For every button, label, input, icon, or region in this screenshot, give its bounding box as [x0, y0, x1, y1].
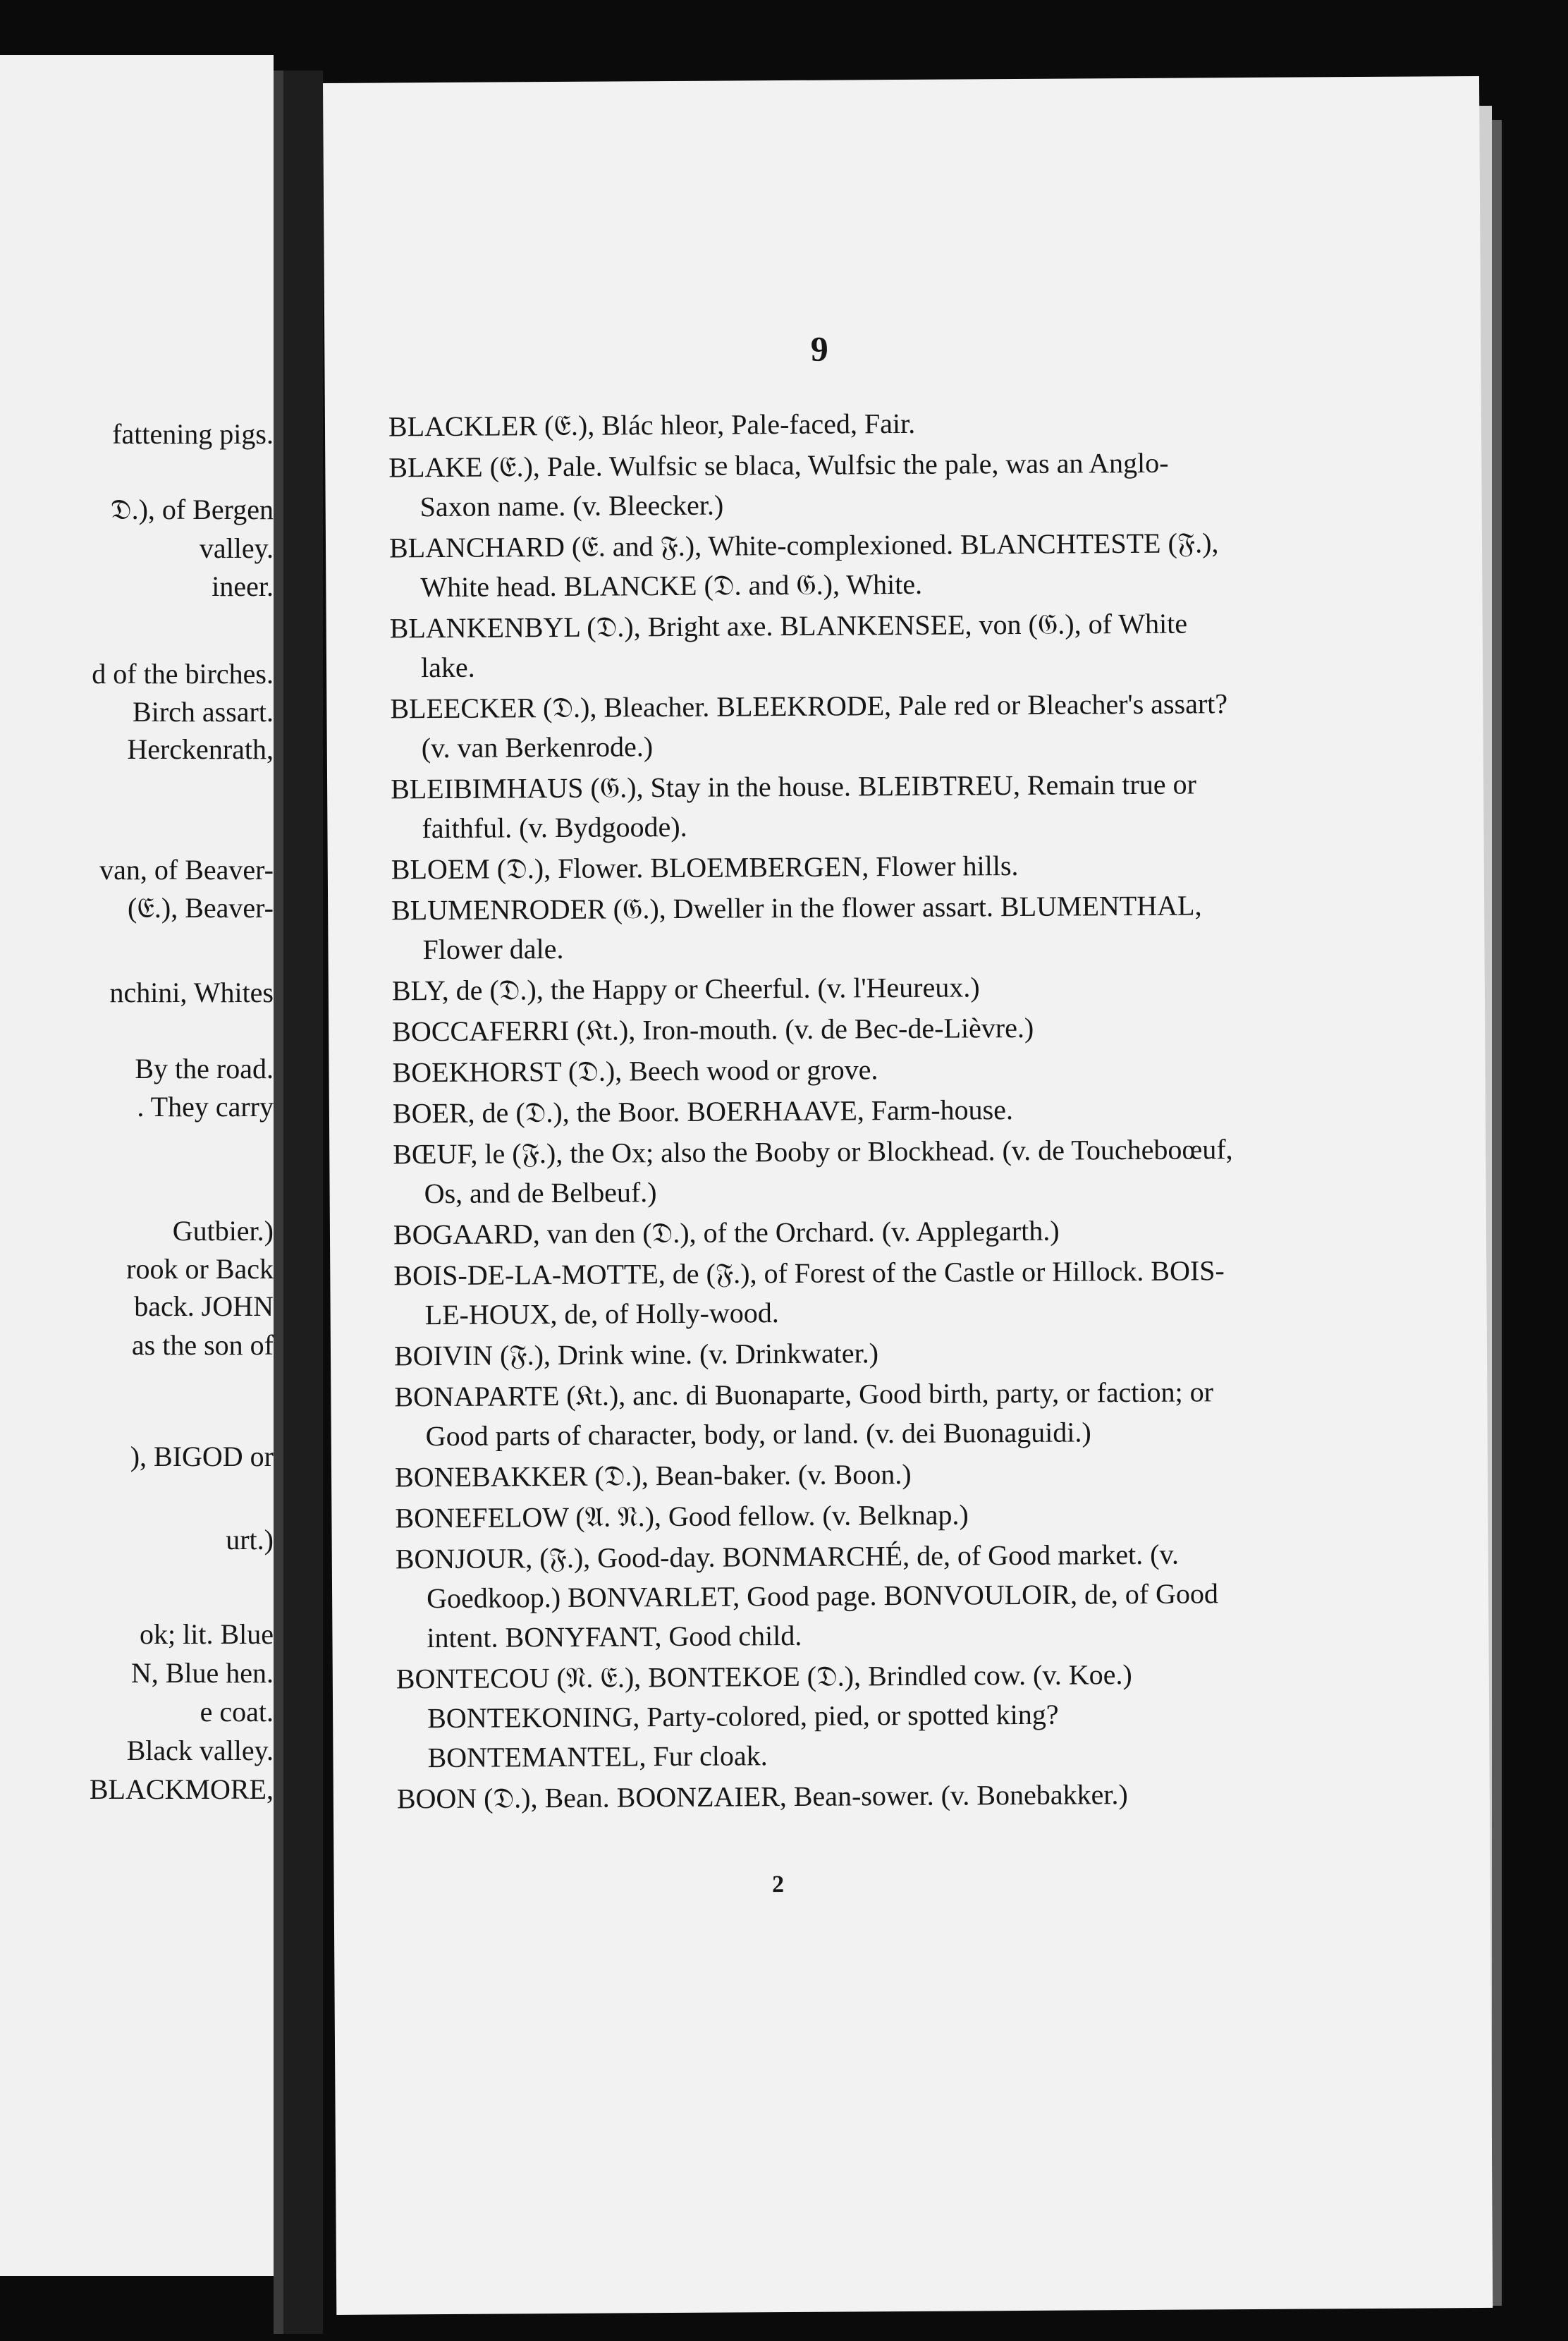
dictionary-entry: BOIS-DE-LA-MOTTE, de (𝔉.), of Forest of the Castle or Hillock. BOIS-LE-HOUX, de, of Holly-wood.	[393, 1254, 1225, 1331]
left-page-line: N, Blue hen.	[130, 1657, 274, 1689]
dictionary-entry: BŒUF, le (𝔉.), the Ox; also the Booby or Blockhead. (v. de Toucheboœuf, Os, and de Belbeuf.)	[393, 1133, 1233, 1210]
left-page-line: valley.	[199, 532, 274, 564]
dictionary-entry: BONAPARTE (𝔎t.), anc. di Buonaparte, Good birth, party, or faction; or Good parts of character, body, or land. (v. dei Buonaguidi.)	[394, 1376, 1214, 1453]
left-page-line: ), BIGOD or	[130, 1441, 274, 1472]
dictionary-entry: BLUMENRODER (𝔊.), Dweller in the flower assart. BLUMENTHAL, Flower dale.	[391, 889, 1202, 966]
left-page-line: e coat.	[200, 1696, 274, 1728]
dictionary-entry: BONEFELOW (𝔄. 𝔑.), Good fellow. (v. Belknap.)	[395, 1498, 969, 1534]
dictionary-entry: BONEBAKKER (𝔇.), Bean-baker. (v. Boon.)	[394, 1457, 912, 1493]
left-page-line: fattening pigs.	[112, 418, 274, 450]
main-page	[323, 76, 1493, 2315]
left-page-line: back. JOHN	[134, 1290, 274, 1322]
dictionary-entry: BOON (𝔇.), Bean. BOONZAIER, Bean-sower. (v. Bonebakker.)	[396, 1778, 1128, 1815]
dictionary-entry: BOCCAFERRI (𝔎t.), Iron-mouth. (v. de Bec-de-Lièvre.)	[392, 1011, 1034, 1048]
dictionary-entry: BLANCHARD (𝔈. and 𝔉.), White-complexioned. BLANCHTESTE (𝔉.), White head. BLANCKE (𝔇. and 𝔊.), White.	[388, 527, 1219, 604]
dictionary-entry: BONTECOU (𝔑. 𝔈.), BONTEKOE (𝔇.), Brindled cow. (v. Koe.) BONTEKONING, Party-colored, pied, or spotted king? BONTEMANTEL, Fur cloak.	[396, 1658, 1132, 1774]
dictionary-entry: BOEKHORST (𝔇.), Beech wood or grove.	[392, 1053, 878, 1089]
left-page-line: (𝔈.), Beaver-	[128, 892, 274, 924]
left-page-line: rook or Back	[126, 1253, 274, 1285]
dictionary-entry: BLEECKER (𝔇.), Bleacher. BLEEKRODE, Pale red or Bleacher's assart? (v. van Berkenrode.)	[390, 687, 1228, 764]
left-page-line: as the son of	[131, 1329, 274, 1361]
dictionary-entry: BLY, de (𝔇.), the Happy or Cheerful. (v. l'Heureux.)	[391, 971, 980, 1007]
dictionary-entry: BOIVIN (𝔉.), Drink wine. (v. Drinkwater.)	[393, 1337, 879, 1372]
left-page-line: urt.)	[226, 1524, 274, 1555]
page-number: 9	[810, 329, 828, 369]
dictionary-entries	[388, 402, 1243, 1820]
left-page-line: Black valley.	[126, 1735, 274, 1766]
left-page-line: . They carry	[137, 1091, 274, 1123]
page-edge-stripe	[1492, 120, 1502, 2306]
left-page-fragment	[0, 55, 274, 2276]
dictionary-entry: BLEIBIMHAUS (𝔊.), Stay in the house. BLEIBTREU, Remain true or faithful. (v. Bydgoode).	[390, 768, 1196, 845]
left-page-line: d of the birches.	[92, 658, 274, 690]
dictionary-entry: BOER, de (𝔇.), the Boor. BOERHAAVE, Farm-house.	[392, 1094, 1014, 1130]
left-page-line: ineer.	[212, 570, 274, 602]
left-page-line: By the road.	[135, 1053, 274, 1084]
dictionary-entry: BLACKLER (𝔈.), Blác hleor, Pale-faced, Fair.	[388, 407, 916, 443]
left-page-line: Herckenrath,	[127, 733, 274, 765]
dictionary-entry: BLAKE (𝔈.), Pale. Wulfsic se blaca, Wulfsic the pale, was an Anglo-Saxon name. (v. Bleecker.)	[388, 446, 1169, 523]
left-page-line: BLACKMORE,	[89, 1773, 274, 1805]
left-page-line: ok; lit. Blue	[140, 1618, 274, 1650]
left-page-line: Birch assart.	[133, 696, 274, 728]
left-page-line: 𝔇.), of Bergen	[110, 494, 274, 525]
dictionary-entry: BLOEM (𝔇.), Flower. BLOEMBERGEN, Flower hills.	[391, 849, 1019, 886]
dictionary-entry: BONJOUR, (𝔉.), Good-day. BONMARCHÉ, de, of Good market. (v. Goedkoop.) BONVARLET, Good page. BONVOULOIR, de, of Good intent. BONYFANT, Good child.	[395, 1538, 1219, 1654]
signature-mark: 2	[772, 1871, 785, 1898]
dictionary-entry: BLANKENBYL (𝔇.), Bright axe. BLANKENSEE, von (𝔊.), of White lake.	[389, 607, 1188, 684]
left-page-line: van, of Beaver-	[99, 854, 274, 886]
left-page-line: Gutbier.)	[172, 1215, 274, 1247]
dictionary-entry: BOGAARD, van den (𝔇.), of the Orchard. (v. Applegarth.)	[393, 1214, 1060, 1251]
gutter-highlight	[274, 71, 283, 2334]
left-page-line: nchini, Whites	[109, 977, 274, 1008]
